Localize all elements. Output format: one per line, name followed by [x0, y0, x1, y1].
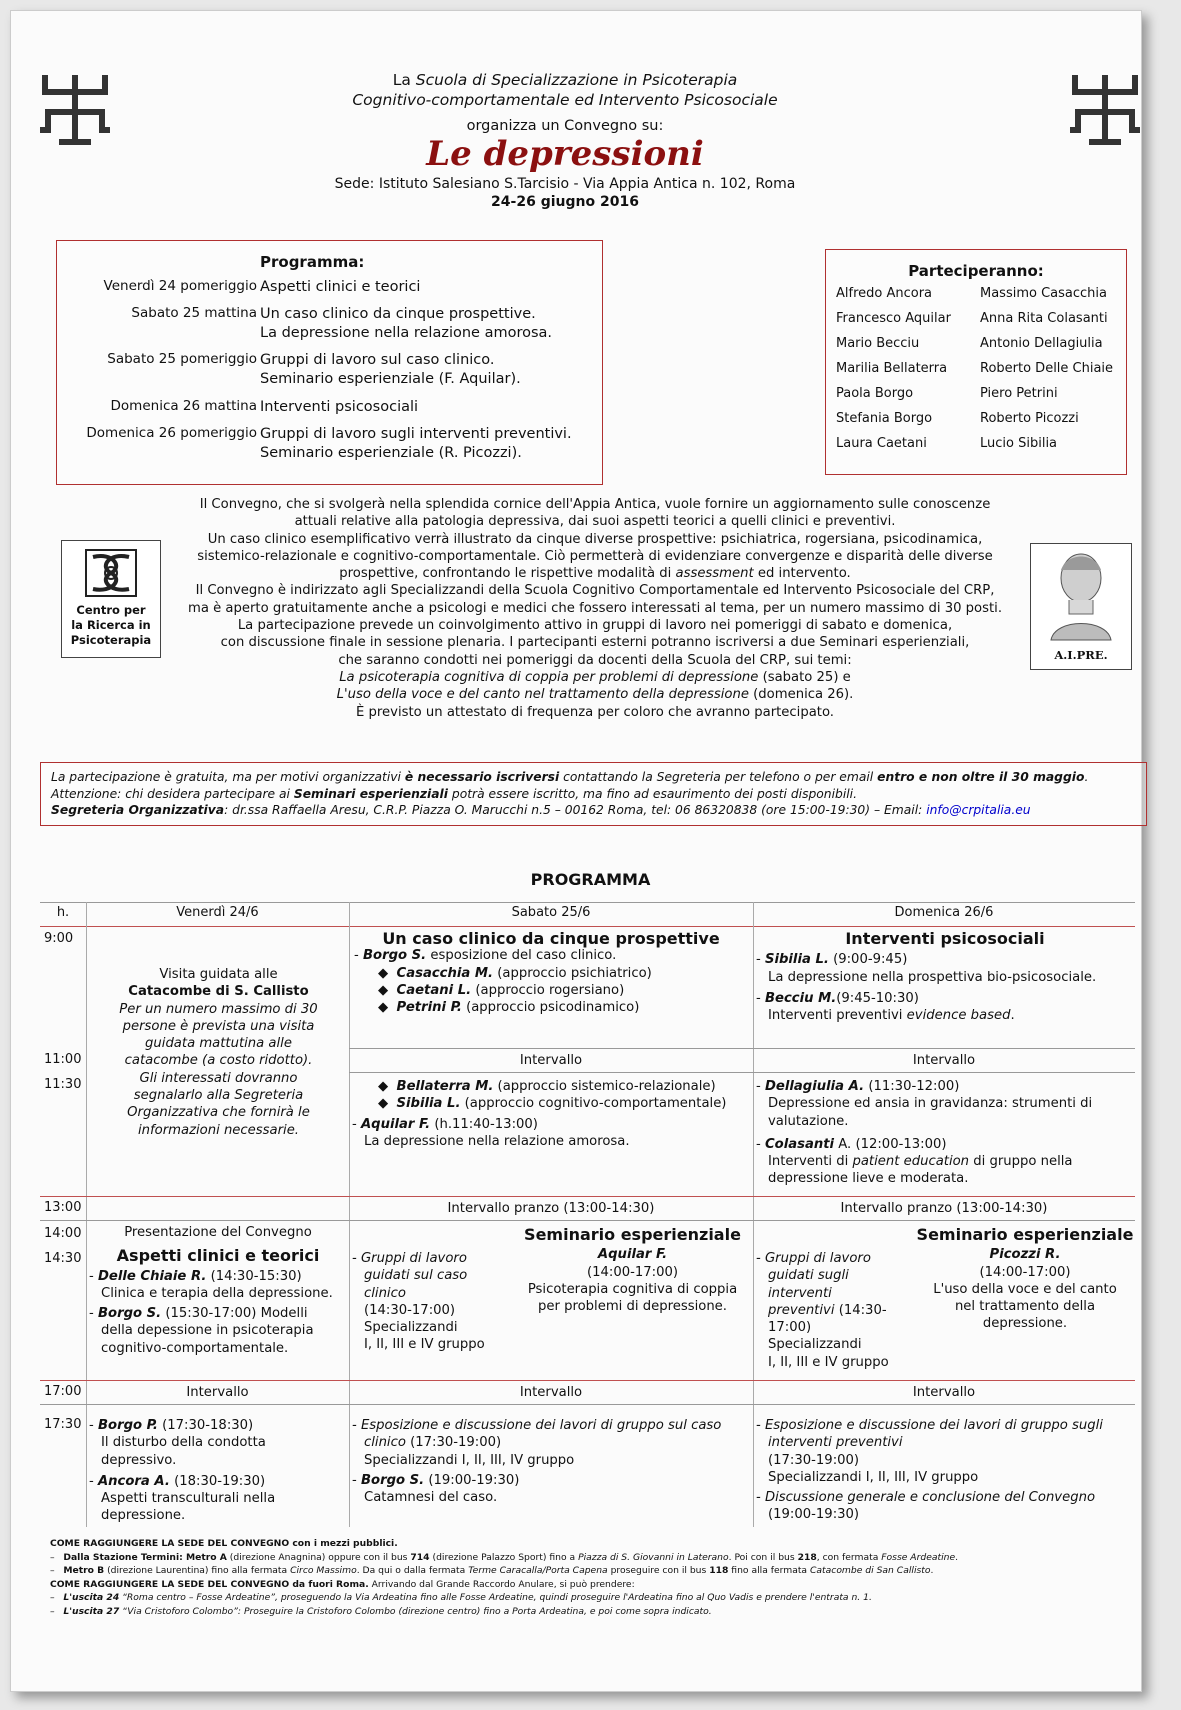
table-rule — [40, 1380, 1135, 1381]
aipre-label: A.I.PRE. — [1054, 648, 1108, 662]
participant-name: Lucio Sibilia — [980, 436, 1058, 451]
time-label: 17:30 — [44, 1417, 82, 1432]
directions-footer: COME RAGGIUNGERE LA SEDE DEL CONVEGNO con i mezzi pubblici. – Dalla Stazione Termini: Metro A (direzione Anagnina) oppure con il bus 714 (direzione Palazzo Sport) fino a Piazza di S. Giovanni in Laterano. Poi con il bus 218, con fermata Fosse Ardeatine. – Metro B (direzione Laurentina) fino alla fermata Circo Massimo. Da qui o dalla fermata Terme Caracalla/Porta Capena proseguire con il bus 118 fino alla fermata Catacombe di San Callisto. COME RAGGIUNGERE LA SEDE DEL CONVEGNO da fuori Roma. Arrivando dal Grande Raccordo Anulare, si può prendere: – L'uscita 24 “Roma centro – Fosse Ardeatine”, proseguendo la Via Ardeatina fino alle Fosse Ardeatine, quindi proseguire l'Ardeatina fino al Quo Vadis e prendere l'entrata n. 1. – L'uscita 27 “Via Cristoforo Colombo”: Proseguire la Cristoforo Colombo (direzione centro) fino a Porta Ardeatina, e poi come sopra indicato. — [50, 1538, 959, 1617]
crp-label-1: Centro per — [76, 603, 146, 617]
participant-name: Massimo Casacchia — [980, 286, 1107, 301]
intro-line: La partecipazione prevede un coinvolgimento attivo in gruppi di lavoro nei pomeriggi di sabato e domenica, — [237, 618, 953, 634]
intro-line: prospettive, confrontando le rispettive modalità di assessment ed intervento. — [339, 566, 851, 582]
date-line: 24-26 giugno 2016 — [491, 194, 639, 210]
participant-name: Laura Caetani — [836, 436, 927, 451]
participant-name: Anna Rita Colasanti — [980, 311, 1108, 326]
tribal-symbol-right-icon — [1070, 70, 1140, 150]
participant-name: Roberto Picozzi — [980, 411, 1079, 426]
email-link[interactable]: info@crpitalia.eu — [926, 803, 1031, 817]
organizza-line: organizza un Convegno su: — [466, 118, 664, 134]
saturday-seminar-cell: Seminario esperienziale Aquilar F. (14:00-17:00) Psicoterapia cognitiva di coppia per problemi di depressione. — [524, 1225, 741, 1315]
crp-label-2: la Ricerca in — [71, 618, 151, 632]
program-day: Sabato 25 pomeriggio — [107, 351, 257, 367]
intro-line: attuali relative alla patologia depressiva, dai suoi aspetti teorici a quelli clinici e preventivi. — [294, 514, 896, 530]
intro-line: ma è aperto gratuitamente anche a psicologi e medici che fossero interessati al tema, per un numero massimo di 30 posti. — [187, 600, 1003, 616]
saturday-late-morning-cell: ◆ Bellaterra M. (approccio sistemico-relazionale) ◆ Sibilia L. (approccio cognitivo-comportamentale) - Aquilar F. (h.11:40-13:00) La depressione nella relazione amorosa. — [352, 1079, 727, 1149]
sunday-seminar-cell: Seminario esperienziale Picozzi R. (14:00-17:00) L'uso della voce e del canto nel trattamento della depressione. — [916, 1225, 1134, 1332]
program-day: Domenica 26 pomeriggio — [86, 425, 257, 441]
program-activity: Gruppi di lavoro sul caso clinico. Seminario esperienziale (F. Aquilar). — [260, 352, 521, 387]
school-line-2: Cognitivo-comportamentale ed Intervento Psicosociale — [352, 91, 778, 109]
table-rule — [349, 1048, 1135, 1049]
column-header-sunday: Domenica 26/6 — [894, 905, 994, 920]
participant-name: Paola Borgo — [836, 386, 914, 401]
friday-interval: Intervallo — [186, 1385, 249, 1400]
time-label: 17:00 — [44, 1384, 82, 1399]
program-day: Venerdì 24 pomeriggio — [103, 278, 257, 294]
saturday-interval: Intervallo — [519, 1053, 583, 1068]
friday-evening-cell: - Borgo P. (17:30-18:30) Il disturbo della condotta depressivo. - Ancora A. (18:30-19:30) Aspetti transculturali nella depressione. — [89, 1418, 276, 1524]
intro-line: Il Convegno è indirizzato agli Specializzandi della Scuola Cognitivo Comportamentale ed Intervento Psicosociale del CRP, — [195, 583, 995, 599]
participant-name: Marilia Bellaterra — [836, 361, 948, 376]
sunday-late-morning-cell: - Dellagiulia A. (11:30-12:00) Depressione ed ansia in gravidanza: strumenti di valutazione. - Colasanti A. (12:00-13:00) Interventi di patient education di gruppo nella depressione lieve e moderata. — [756, 1079, 1093, 1187]
time-label: 14:00 — [44, 1226, 82, 1241]
saturday-evening-cell: - Esposizione e discussione dei lavori di gruppo sul caso clinico (17:30-19:00) Specializzandi I, II, III, IV gruppo - Borgo S. (19:00-19:30) Catamnesi del caso. — [352, 1418, 722, 1506]
time-label: 13:00 — [44, 1200, 82, 1215]
intro-line: La psicoterapia cognitiva di coppia per problemi di depressione (sabato 25) e — [339, 669, 851, 685]
table-rule — [349, 1072, 1135, 1073]
saturday-groups-cell: - Gruppi di lavoro guidati sul caso clinico (14:30-17:00) Specializzandi I, II, III e IV gruppo — [352, 1251, 485, 1353]
friday-afternoon-cell: Presentazione del Convegno Aspetti clinici e teorici - Delle Chiaie R. (14:30-15:30) Clinica e terapia della depressione. - Borgo S. (15:30-17:00) Modelli della depessione in psicoterapia cognitivo-comportamentale. — [89, 1225, 333, 1356]
saturday-evening-interval: Intervallo — [519, 1385, 583, 1400]
friday-morning-cell: Visita guidata alle Catacombe di S. Callisto Per un numero massimo di 30 persone è prevista una visita guidata mattutina alle catacombe (a costo ridotto). Gli interessati dovranno segnalarlo alla Segreteria Organizzativa che fornirà le informazioni necessarie. — [119, 967, 318, 1138]
table-rule — [40, 1220, 1135, 1221]
intro-line: con discussione finale in sessione plenaria. I partecipanti esterni potranno iscriversi a due Seminari esperienziali, — [220, 635, 970, 651]
venue-line: Sede: Istituto Salesiano S.Tarcisio - Via Appia Antica n. 102, Roma — [334, 176, 796, 192]
table-rule — [40, 926, 1135, 927]
registration-info-box — [40, 762, 1147, 826]
info-line: La partecipazione è gratuita, ma per motivi organizzativi è necessario iscriversi contattando la Segreteria per telefono o per email entro e non oltre il 30 maggio. — [51, 770, 1089, 784]
school-line-1: La Scuola di Specializzazione in Psicoterapia — [392, 71, 738, 89]
participant-name: Antonio Dellagiulia — [980, 336, 1103, 351]
participant-name: Francesco Aquilar — [836, 311, 951, 326]
celtic-knot-icon — [83, 547, 139, 599]
sunday-lunch: Intervallo pranzo (13:00-14:30) — [840, 1201, 1048, 1216]
header — [200, 70, 930, 210]
column-header-friday: Venerdì 24/6 — [176, 905, 259, 920]
time-label: 11:30 — [44, 1077, 82, 1092]
program-activity: Un caso clinico da cinque prospettive. La depressione nella relazione amorosa. — [260, 306, 553, 341]
participant-name: Stefania Borgo — [836, 411, 933, 426]
aipre-logo — [1030, 543, 1132, 670]
sunday-groups-cell: - Gruppi di lavoro guidati sugli interventi preventivi (14:30- 17:00) Specializzandi I, II, III e IV gruppo — [756, 1251, 889, 1370]
table-rule — [40, 1404, 1135, 1405]
intro-text — [180, 496, 1010, 721]
program-activity: Aspetti clinici e teorici — [260, 279, 421, 295]
saturday-lunch: Intervallo pranzo (13:00-14:30) — [447, 1201, 655, 1216]
saturday-morning-cell: Un caso clinico da cinque prospettive - Borgo S. esposizione del caso clinico. ◆ Casacchia M. (approccio psichiatrico) ◆ Caetani L. (approccio rogersiano) ◆ Petrini P. (approccio psicodinamico) — [354, 929, 720, 1016]
sunday-interval: Intervallo — [912, 1053, 976, 1068]
intro-line: È previsto un attestato di frequenza per coloro che avranno partecipato. — [356, 704, 834, 720]
intro-line: Un caso clinico esemplificativo verrà illustrato da cinque diverse prospettive: psichiatrica, rogersiana, psicodinamica, — [207, 531, 983, 547]
participant-name: Alfredo Ancora — [836, 286, 933, 301]
program-day: Sabato 25 mattina — [131, 305, 257, 321]
page-title: Le depressioni — [426, 134, 704, 174]
column-header-saturday: Sabato 25/6 — [511, 905, 591, 920]
intro-line: L'uso della voce e del canto nel trattamento della depressione (domenica 26). — [336, 687, 854, 703]
sunday-evening-interval: Intervallo — [912, 1385, 976, 1400]
program-summary-title: Programma: — [260, 253, 365, 271]
sunday-morning-cell: Interventi psicosociali - Sibilia L. (9:00-9:45) La depressione nella prospettiva bio-psicosociale. - Becciu M.(9:45-10:30) Interventi preventivi evidence based. — [756, 929, 1097, 1024]
table-rule — [40, 1196, 1135, 1197]
info-line: Attenzione: chi desidera partecipare ai Seminari esperienziali potrà essere iscritto, ma fino ad esaurimento dei posti disponibili. — [51, 786, 857, 801]
program-summary-box — [56, 240, 603, 485]
participants-title: Parteciperanno: — [908, 262, 1044, 280]
participant-name: Roberto Delle Chiaie — [980, 361, 1114, 376]
program-activity: Interventi psicosociali — [260, 399, 419, 415]
sunday-evening-cell: - Esposizione e discussione dei lavori di gruppo sugli interventi preventivi (17:30-19:00) Specializzandi I, II, III, IV gruppo - Discussione generale e conclusione del Convegno (19:00-19:30) — [756, 1418, 1103, 1523]
column-header-hour: h. — [56, 905, 70, 920]
info-line: Segreteria Organizzativa: dr.ssa Raffaella Aresu, C.R.P. Piazza O. Marucchi n.5 – 00162 Roma, tel: 06 86320838 (ore 15:00-19:30) – Email: info@crpitalia.eu — [51, 803, 1031, 817]
table-rule — [40, 902, 1135, 903]
participant-name: Mario Becciu — [836, 336, 920, 351]
crp-label-3: Psicoterapia — [70, 633, 152, 647]
participant-name: Piero Petrini — [980, 386, 1058, 401]
program-activity: Gruppi di lavoro sugli interventi preventivi. Seminario esperienziale (R. Picozzi). — [260, 426, 572, 461]
tribal-symbol-left-icon — [40, 70, 110, 150]
statue-head-icon — [1039, 548, 1123, 644]
column-divider — [86, 902, 87, 1527]
time-label: 9:00 — [44, 931, 74, 946]
schedule-title: PROGRAMMA — [530, 870, 651, 889]
program-day: Domenica 26 mattina — [110, 398, 257, 414]
participants-box — [825, 249, 1127, 475]
intro-line: Il Convegno, che si svolgerà nella splendida cornice dell'Appia Antica, vuole fornire un aggiornamento sulle conoscenze — [199, 497, 991, 512]
time-label: 11:00 — [44, 1052, 82, 1067]
intro-line: sistemico-relazionale e cognitivo-comportamentale. Ciò permetterà di evidenziare convergenze e disparità delle diverse — [197, 548, 993, 564]
crp-logo — [61, 540, 161, 658]
intro-line: che saranno condotti nei pomeriggi da docenti della Scuola del CRP, sui temi: — [338, 652, 852, 668]
time-label: 14:30 — [44, 1251, 82, 1266]
